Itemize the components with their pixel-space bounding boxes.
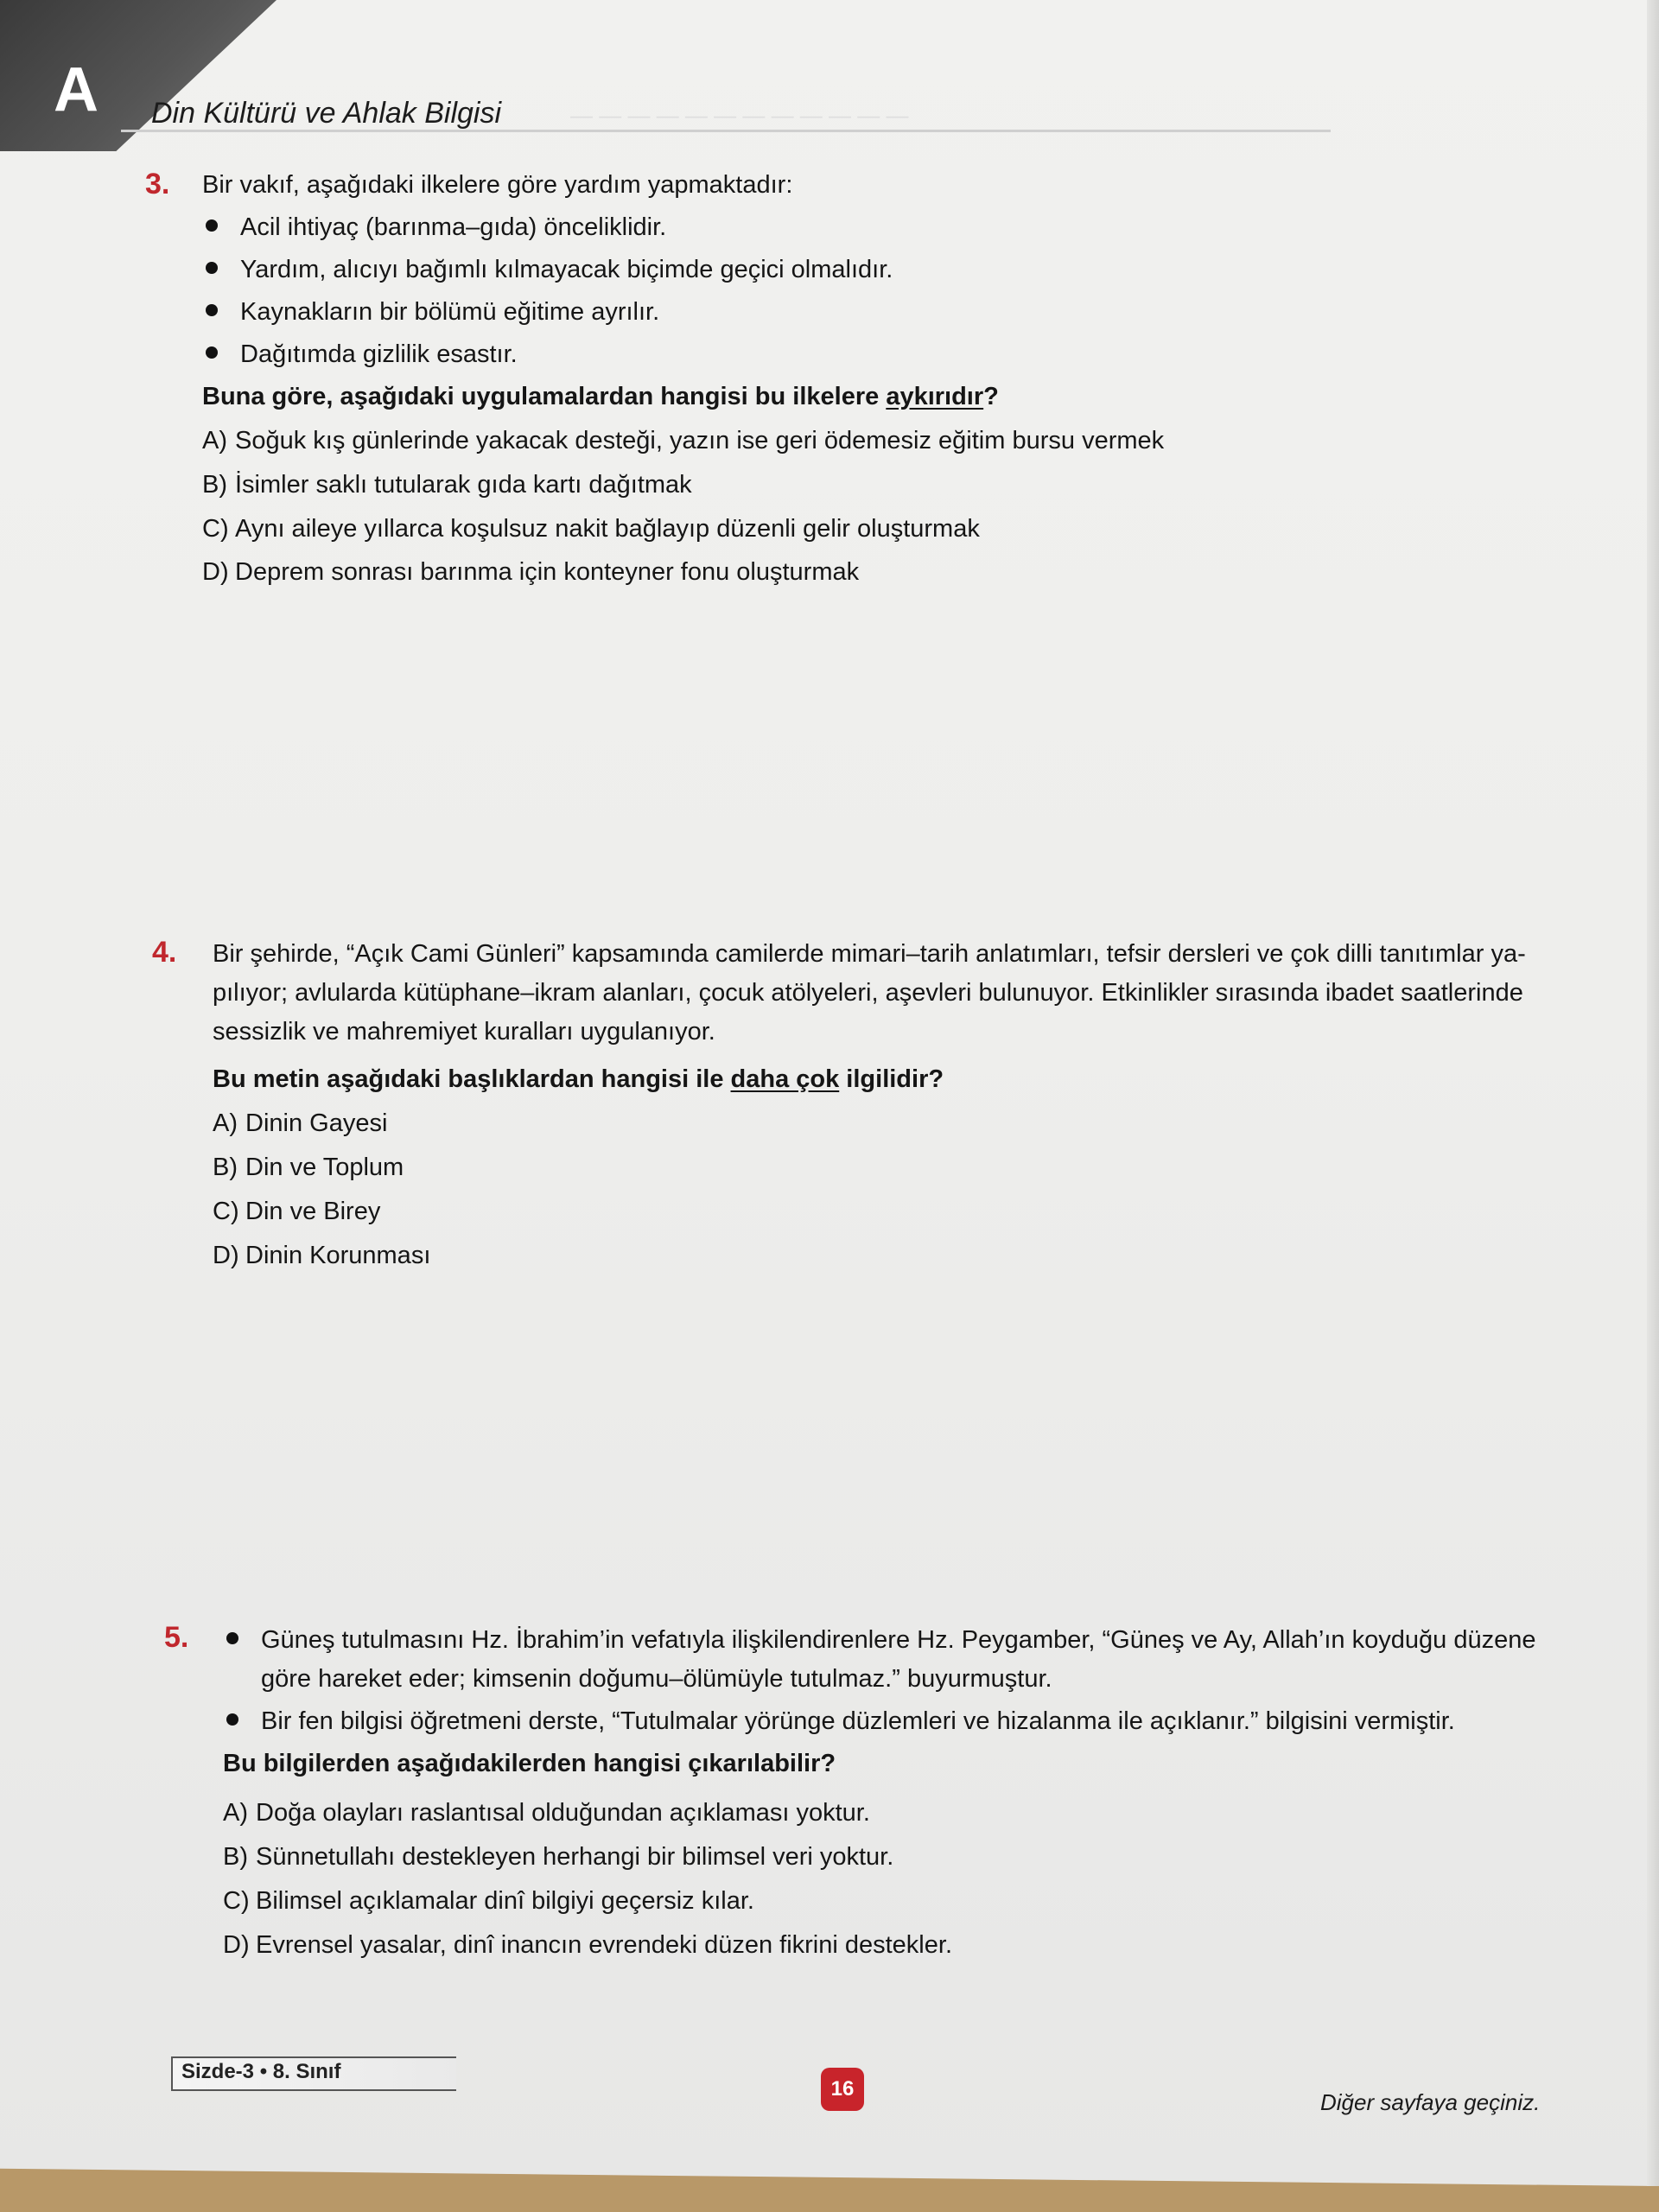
page-number-badge: 16	[821, 2068, 864, 2111]
question-5-options	[223, 1794, 1562, 1965]
subject-title: Din Kültürü ve Ahlak Bilgisi	[151, 97, 502, 130]
question-3-number: 3.	[145, 168, 170, 200]
option-a[interactable]: A) Soğuk kış günlerinde yakacak desteği, yazın ise geri ödemesiz eğitim bursu vermek	[202, 426, 1165, 454]
bullet-icon	[226, 1632, 238, 1644]
list-item: Dağıtımda gizlilik esastır.	[202, 335, 1559, 374]
list-item: Kaynakların bir bölümü eğitime ayrılır.	[202, 293, 1559, 332]
question-3-options	[202, 422, 1559, 593]
paper-edge	[1647, 0, 1659, 2186]
bullet-icon	[226, 1713, 238, 1726]
option-b[interactable]: B) Din ve Toplum	[213, 1153, 404, 1181]
list-item: Güneş tutulmasını Hz. İbrahim’in vefatıyla ilişkilendirenlere Hz. Peygamber, “Güneş ve Ay, Allah’ın koyduğu düzene göre hareket eder; kimsenin doğumu–ölümüyle tutulmaz.” buyurmuştur.	[223, 1621, 1562, 1699]
option-b[interactable]: B) İsimler saklı tutularak gıda kartı dağıtmak	[202, 470, 692, 499]
question-4-number: 4.	[152, 936, 177, 969]
option-b[interactable]: B) Sünnetullahı destekleyen herhangi bir bilimsel veri yoktur.	[223, 1842, 894, 1871]
bleed-through: — — — — — — — — — — — —	[570, 102, 909, 128]
option-d[interactable]: D) Evrensel yasalar, dinî inancın evrendeki düzen fikrini destekler.	[223, 1930, 952, 1959]
bullet-icon	[206, 346, 218, 359]
question-4-options	[213, 1104, 1560, 1275]
question-5	[223, 1621, 1562, 1970]
option-d[interactable]: D) Deprem sonrası barınma için konteyner fonu oluşturmak	[202, 558, 860, 587]
option-a[interactable]: A) Dinin Gayesi	[213, 1109, 388, 1137]
booklet-letter: A	[54, 55, 99, 124]
option-c[interactable]: C) Aynı aileye yıllarca koşulsuz nakit bağlayıp düzenli gelir oluşturmak	[202, 514, 980, 543]
question-3-principles	[202, 208, 1559, 374]
list-item: Yardım, alıcıyı bağımlı kılmayacak biçimde geçici olmalıdır.	[202, 251, 1559, 289]
question-4-stem: Bir şehirde, “Açık Cami Günleri” kapsamında camilerde mimari–tarih anlatımları, tefsir dersleri ve çok dilli tanıtımlar ya-pılıyor; avlularda kütüphane–ikram alanları, çocuk atölyeleri, aşevleri bulunuyor. Etkinlikler sırasında ibadet saatlerinde sessizlik ve mahremiyet kuralları uygulanıyor.	[213, 940, 1526, 1046]
question-5-prompt: Bu bilgilerden aşağıdakilerden hangisi çıkarılabilir?	[223, 1749, 836, 1777]
option-d[interactable]: D) Dinin Korunması	[213, 1241, 431, 1269]
list-item: Bir fen bilgisi öğretmeni derste, “Tutulmalar yörünge düzlemleri ve hizalanma ile açıklanır.” bilgisini vermiştir.	[223, 1702, 1562, 1741]
question-3-stem: Bir vakıf, aşağıdaki ilkelere göre yardım yapmaktadır:	[202, 171, 793, 199]
list-item: Acil ihtiyaç (barınma–gıda) önceliklidir.	[202, 208, 1559, 247]
question-4-prompt: Bu metin aşağıdaki başlıklardan hangisi ile daha çok ilgilidir?	[213, 1065, 944, 1093]
series-label: Sizde-3 • 8. Sınıf	[171, 2056, 456, 2091]
question-5-number: 5.	[164, 1621, 189, 1654]
bullet-icon	[206, 262, 218, 274]
question-4	[213, 935, 1560, 1281]
option-c[interactable]: C) Din ve Birey	[213, 1197, 381, 1225]
question-5-statements	[223, 1621, 1562, 1741]
question-3-prompt: Buna göre, aşağıdaki uygulamalardan hangisi bu ilkelere aykırıdır?	[202, 382, 999, 410]
option-c[interactable]: C) Bilimsel açıklamalar dinî bilgiyi geçersiz kılar.	[223, 1886, 754, 1915]
emphasis-word: aykırıdır	[886, 382, 984, 410]
bullet-icon	[206, 219, 218, 232]
emphasis-word: daha çok	[730, 1065, 840, 1093]
next-page-note: Diğer sayfaya geçiniz.	[1320, 2089, 1541, 2115]
bullet-icon	[206, 304, 218, 316]
option-a[interactable]: A) Doğa olayları raslantısal olduğundan açıklaması yoktur.	[223, 1798, 870, 1827]
question-3	[202, 166, 1559, 597]
